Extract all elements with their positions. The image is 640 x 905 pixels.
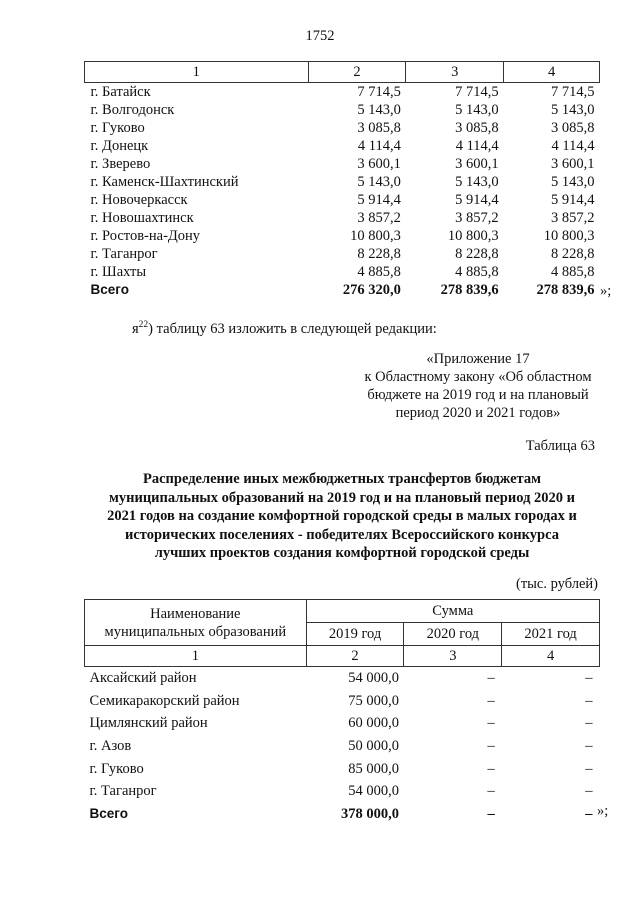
total-amount: 378 000,0 [340,805,399,822]
amount-cell: 85 000,0 [348,760,399,777]
amount-cell: 7 714,5 [551,84,595,100]
municipality-name: г. Азов [89,738,132,755]
year-header: 2019 год [306,623,404,646]
amount-cell: 3 600,1 [551,156,595,172]
title-line: муниципальных образований на 2019 год и на плановый период 2020 и [108,489,576,506]
amount-cell: – [487,715,495,732]
table-row [85,263,600,281]
amount-cell: 5 914,4 [455,192,499,208]
total-label: Всего [90,282,129,297]
amount-cell: 3 085,8 [455,120,499,136]
column-number: 2 [306,646,404,667]
title-line: исторических поселениях - победителях Всероссийского конкурса [125,526,559,543]
amount-cell: – [585,783,593,800]
column-number: 3 [406,62,504,83]
table-row [85,191,600,209]
table-row [85,173,600,191]
amendment-text: ) таблицу 63 изложить в следующей редакции: [148,320,437,337]
header-row [85,600,600,623]
municipality-header [85,600,307,646]
total-amount: – [487,805,495,822]
total-amount: 278 839,6 [536,282,595,298]
column-number: 2 [308,62,406,83]
amount-cell: – [585,738,593,755]
amount-cell: 3 600,1 [455,156,499,172]
amount-cell: 54 000,0 [348,670,399,687]
municipality-name: г. Новошахтинск [90,210,194,226]
amendment-paragraph [132,320,437,338]
amount-cell: 5 914,4 [551,192,595,208]
amount-cell: – [487,692,495,709]
table-row [85,137,600,155]
municipality-name: г. Шахты [90,264,147,280]
amount-cell: – [487,783,495,800]
table-title [84,470,600,563]
appendix-reference [340,350,616,422]
table-row [85,690,600,713]
amount-cell: 10 800,3 [350,228,401,244]
total-label: Всего [89,805,128,821]
amount-cell: – [487,670,495,687]
amount-cell: 8 228,8 [551,246,595,262]
total-amount: 276 320,0 [342,282,401,298]
page-number: 1752 [305,28,335,44]
table-row [85,757,600,780]
table-row [85,712,600,735]
amount-cell: 7 714,5 [455,84,499,100]
table-row [85,735,600,758]
sum-header: Сумма [306,600,599,623]
municipality-name: г. Батайск [90,84,151,100]
municipality-name: Цимлянский район [89,715,208,732]
amount-cell: 8 228,8 [357,246,401,262]
amount-cell: 60 000,0 [348,715,399,732]
units-label: (тыс. рублей) [516,576,598,592]
table-row [85,209,600,227]
amount-cell: 5 143,0 [551,174,595,190]
amount-cell: 3 085,8 [551,120,595,136]
allocation-table-continued [84,61,600,299]
table-row [85,245,600,263]
table-label: Таблица 63 [525,438,595,454]
year-header: 2021 год [502,623,600,646]
amount-cell: 5 143,0 [357,174,401,190]
municipality-name: г. Таганрог [89,783,157,800]
amount-cell: 5 143,0 [455,102,499,118]
total-amount: 278 839,6 [440,282,499,298]
amount-cell: 4 885,8 [357,264,401,280]
amount-cell: 5 914,4 [357,192,401,208]
table-row [85,667,600,690]
municipality-name: г. Волгодонск [90,102,175,118]
table-row [85,101,600,119]
municipality-name: г. Гуково [90,120,145,136]
municipality-name: г. Ростов-на-Дону [90,228,201,244]
total-amount: – [585,805,593,822]
title-line: лучших проектов создания комфортной городской среды [154,545,530,561]
amount-cell: 5 143,0 [357,102,401,118]
amount-cell: 3 600,1 [357,156,401,172]
title-line: Распределение иных межбюджетных трансфертов бюджетам [143,471,541,487]
appendix-line: период 2020 и 2021 годов» [395,405,561,421]
header-line: муниципальных образований [104,623,287,640]
amount-cell: – [585,760,593,777]
municipality-name: Аксайский район [89,670,197,687]
amount-cell: – [585,715,593,732]
amount-cell: 5 143,0 [551,102,595,118]
closing-quote: »; [597,803,609,819]
amount-cell: 4 114,4 [551,138,595,154]
amount-cell: 4 885,8 [455,264,499,280]
column-number: 4 [504,62,600,83]
year-header: 2020 год [404,623,502,646]
column-number-row [85,646,600,667]
column-number-row [85,62,600,83]
municipality-name: г. Зверево [90,156,151,172]
amendment-prefix: я [132,320,139,337]
column-number: 1 [85,62,309,83]
amount-cell: 4 114,4 [357,138,401,154]
table-row [85,83,600,102]
table-row [85,155,600,173]
municipality-name: г. Донецк [90,138,149,154]
transfers-table [84,599,600,825]
closing-quote: »; [600,283,612,299]
municipality-name: Семикаракорский район [89,692,240,709]
amount-cell: 3 857,2 [357,210,401,226]
amount-cell: – [487,738,495,755]
column-number: 1 [85,646,307,667]
table-row [85,780,600,803]
municipality-name: г. Каменск-Шахтинский [90,174,239,190]
amount-cell: 5 143,0 [455,174,499,190]
amount-cell: 4 114,4 [455,138,499,154]
amount-cell: 3 857,2 [455,210,499,226]
amount-cell: 10 800,3 [543,228,595,244]
appendix-line: к Областному закону «Об областном [364,369,592,385]
appendix-line: «Приложение 17 [426,351,530,367]
amount-cell: 4 885,8 [551,264,595,280]
amount-cell: – [585,670,593,687]
amount-cell: 50 000,0 [348,738,399,755]
amendment-footnote: 22 [138,320,149,330]
total-row [85,281,600,299]
municipality-name: г. Новочеркасск [90,192,188,208]
total-row [85,803,600,826]
column-number: 3 [404,646,502,667]
amount-cell: 3 085,8 [357,120,401,136]
amount-cell: 54 000,0 [348,783,399,800]
amount-cell: – [585,692,593,709]
title-line: 2021 годов на создание комфортной городской среды в малых городах и [107,508,577,524]
table-row [85,119,600,137]
amount-cell: 75 000,0 [348,692,399,709]
table-row [85,227,600,245]
amount-cell: 10 800,3 [447,228,499,244]
amount-cell: – [487,760,495,777]
amount-cell: 8 228,8 [455,246,499,262]
amount-cell: 7 714,5 [357,84,401,100]
appendix-line: бюджете на 2019 год и на плановый [367,387,589,403]
column-number: 4 [502,646,600,667]
municipality-name: г. Таганрог [90,246,158,262]
municipality-name: г. Гуково [89,760,144,777]
header-line: Наименование [150,605,241,622]
amount-cell: 3 857,2 [551,210,595,226]
